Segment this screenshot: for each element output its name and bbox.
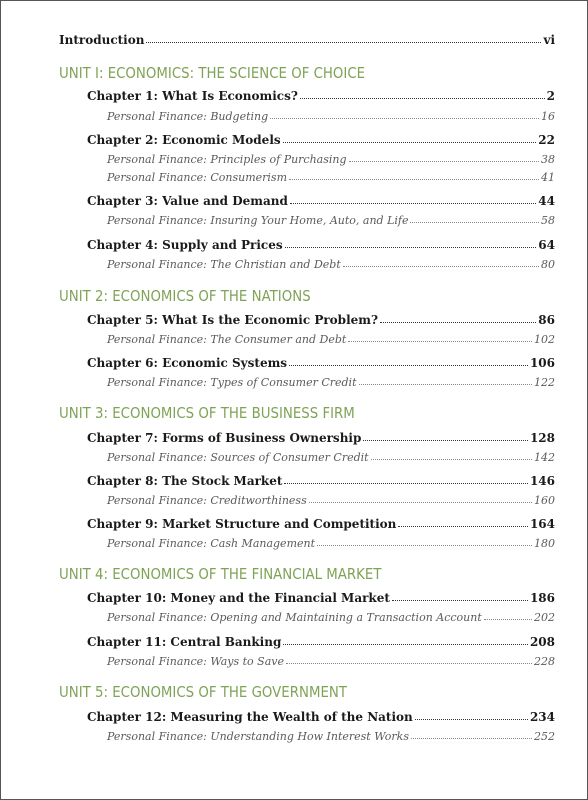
section-page: 58 bbox=[541, 214, 555, 227]
toc-entry-personal-finance bbox=[107, 655, 555, 668]
toc-entry-personal-finance bbox=[107, 110, 555, 123]
section-page: 202 bbox=[534, 611, 555, 624]
dot-leader bbox=[289, 356, 528, 366]
chapter-title: Chapter 12: Measuring the Wealth of the Nation bbox=[87, 710, 413, 724]
toc-entry-personal-finance bbox=[107, 451, 555, 464]
dot-leader bbox=[317, 537, 532, 546]
toc-entry-chapter bbox=[87, 431, 555, 445]
chapter-page: 234 bbox=[529, 710, 555, 724]
dot-leader bbox=[484, 611, 532, 620]
section-page: 38 bbox=[541, 153, 555, 166]
toc-entry-personal-finance bbox=[107, 214, 555, 227]
section-title: Personal Finance: Ways to Save bbox=[107, 655, 284, 668]
section-page: 122 bbox=[534, 376, 555, 389]
chapter-page: 146 bbox=[529, 474, 555, 488]
dot-leader bbox=[359, 376, 533, 385]
section-title: Personal Finance: The Christian and Debt bbox=[107, 258, 341, 271]
chapter-page: 208 bbox=[529, 635, 555, 649]
toc-entry-chapter bbox=[87, 133, 555, 147]
dot-leader bbox=[290, 194, 536, 204]
dot-leader bbox=[415, 710, 528, 720]
chapter-title: Chapter 11: Central Banking bbox=[87, 635, 282, 649]
toc-entry-personal-finance bbox=[107, 611, 555, 624]
section-page: 160 bbox=[534, 494, 555, 507]
toc-entry-personal-finance bbox=[107, 730, 555, 743]
section-title: Personal Finance: Principles of Purchasing bbox=[107, 153, 347, 166]
dot-leader bbox=[146, 33, 541, 43]
toc-entry-chapter bbox=[87, 474, 555, 488]
toc-entry-chapter bbox=[87, 591, 555, 605]
toc-entry-chapter bbox=[87, 710, 555, 724]
section-title: Personal Finance: Types of Consumer Credit bbox=[107, 376, 357, 389]
section-title: Personal Finance: Creditworthiness bbox=[107, 494, 307, 507]
toc-entry-chapter bbox=[87, 238, 555, 252]
toc-entry-chapter bbox=[87, 517, 555, 531]
dot-leader bbox=[283, 635, 528, 645]
chapter-page: 128 bbox=[529, 431, 555, 445]
section-page: 41 bbox=[541, 171, 555, 184]
chapter-title: Chapter 4: Supply and Prices bbox=[87, 238, 283, 252]
toc-entry-personal-finance bbox=[107, 258, 555, 271]
unit-heading: UNIT 2: ECONOMICS OF THE NATIONS bbox=[59, 287, 311, 305]
chapter-page: 2 bbox=[546, 89, 555, 103]
dot-leader bbox=[398, 517, 528, 527]
toc-entry-chapter bbox=[87, 194, 555, 208]
chapter-title: Chapter 3: Value and Demand bbox=[87, 194, 288, 208]
chapter-title: Chapter 5: What Is the Economic Problem? bbox=[87, 313, 378, 327]
toc-entry-personal-finance bbox=[107, 376, 555, 389]
unit-heading: UNIT 3: ECONOMICS OF THE BUSINESS FIRM bbox=[59, 404, 355, 422]
toc-entry-chapter bbox=[87, 356, 555, 370]
section-title: Personal Finance: Understanding How Interest Works bbox=[107, 730, 409, 743]
section-page: 252 bbox=[534, 730, 555, 743]
toc-entry-introduction bbox=[59, 33, 555, 47]
chapter-page: 164 bbox=[529, 517, 555, 531]
chapter-title: Chapter 7: Forms of Business Ownership bbox=[87, 431, 362, 445]
section-page: 142 bbox=[534, 451, 555, 464]
section-title: Personal Finance: Budgeting bbox=[107, 110, 269, 123]
dot-leader bbox=[289, 171, 539, 180]
chapter-page: 86 bbox=[538, 313, 555, 327]
chapter-page: 106 bbox=[529, 356, 555, 370]
chapter-page: 22 bbox=[538, 133, 555, 147]
unit-heading: UNIT 4: ECONOMICS OF THE FINANCIAL MARKET bbox=[59, 565, 382, 583]
dot-leader bbox=[348, 333, 532, 342]
toc-entry-personal-finance bbox=[107, 153, 555, 166]
toc-entry-chapter bbox=[87, 313, 555, 327]
entry-page: vi bbox=[543, 33, 555, 47]
dot-leader bbox=[410, 214, 539, 223]
toc-entry-personal-finance bbox=[107, 494, 555, 507]
section-page: 80 bbox=[541, 258, 555, 271]
section-title: Personal Finance: Sources of Consumer Credit bbox=[107, 451, 369, 464]
section-title: Personal Finance: Insuring Your Home, Auto, and Life bbox=[107, 214, 409, 227]
section-title: Personal Finance: Opening and Maintaining a Transaction Account bbox=[107, 611, 482, 624]
chapter-title: Chapter 9: Market Structure and Competition bbox=[87, 517, 397, 531]
chapter-title: Chapter 2: Economic Models bbox=[87, 133, 281, 147]
chapter-page: 64 bbox=[538, 238, 555, 252]
toc-entry-personal-finance bbox=[107, 333, 555, 346]
chapter-title: Chapter 6: Economic Systems bbox=[87, 356, 288, 370]
chapter-page: 186 bbox=[529, 591, 555, 605]
toc-entry-chapter bbox=[87, 635, 555, 649]
dot-leader bbox=[363, 431, 528, 441]
toc-entry-personal-finance bbox=[107, 171, 555, 184]
dot-leader bbox=[283, 133, 537, 143]
chapter-title: Chapter 10: Money and the Financial Market bbox=[87, 591, 390, 605]
chapter-page: 44 bbox=[538, 194, 555, 208]
chapter-title: Chapter 1: What Is Economics? bbox=[87, 89, 298, 103]
dot-leader bbox=[392, 591, 528, 601]
unit-heading: UNIT I: ECONOMICS: THE SCIENCE OF CHOICE bbox=[59, 64, 366, 82]
chapter-title: Chapter 8: The Stock Market bbox=[87, 474, 283, 488]
dot-leader bbox=[411, 730, 532, 739]
section-title: Personal Finance: Cash Management bbox=[107, 537, 316, 550]
section-page: 102 bbox=[534, 333, 555, 346]
entry-title: Introduction bbox=[59, 33, 145, 47]
dot-leader bbox=[309, 494, 532, 503]
toc-entry-chapter bbox=[87, 89, 555, 103]
section-title: Personal Finance: Consumerism bbox=[107, 171, 287, 184]
dot-leader bbox=[349, 153, 539, 162]
dot-leader bbox=[286, 655, 532, 664]
dot-leader bbox=[300, 89, 545, 99]
dot-leader bbox=[380, 313, 536, 323]
dot-leader bbox=[270, 110, 539, 119]
section-title: Personal Finance: The Consumer and Debt bbox=[107, 333, 347, 346]
dot-leader bbox=[371, 451, 532, 460]
dot-leader bbox=[284, 474, 528, 484]
unit-heading: UNIT 5: ECONOMICS OF THE GOVERNMENT bbox=[59, 683, 348, 701]
dot-leader bbox=[343, 258, 539, 267]
section-page: 228 bbox=[534, 655, 555, 668]
dot-leader bbox=[285, 238, 537, 248]
section-page: 16 bbox=[541, 110, 555, 123]
toc-entry-personal-finance bbox=[107, 537, 555, 550]
section-page: 180 bbox=[534, 537, 555, 550]
